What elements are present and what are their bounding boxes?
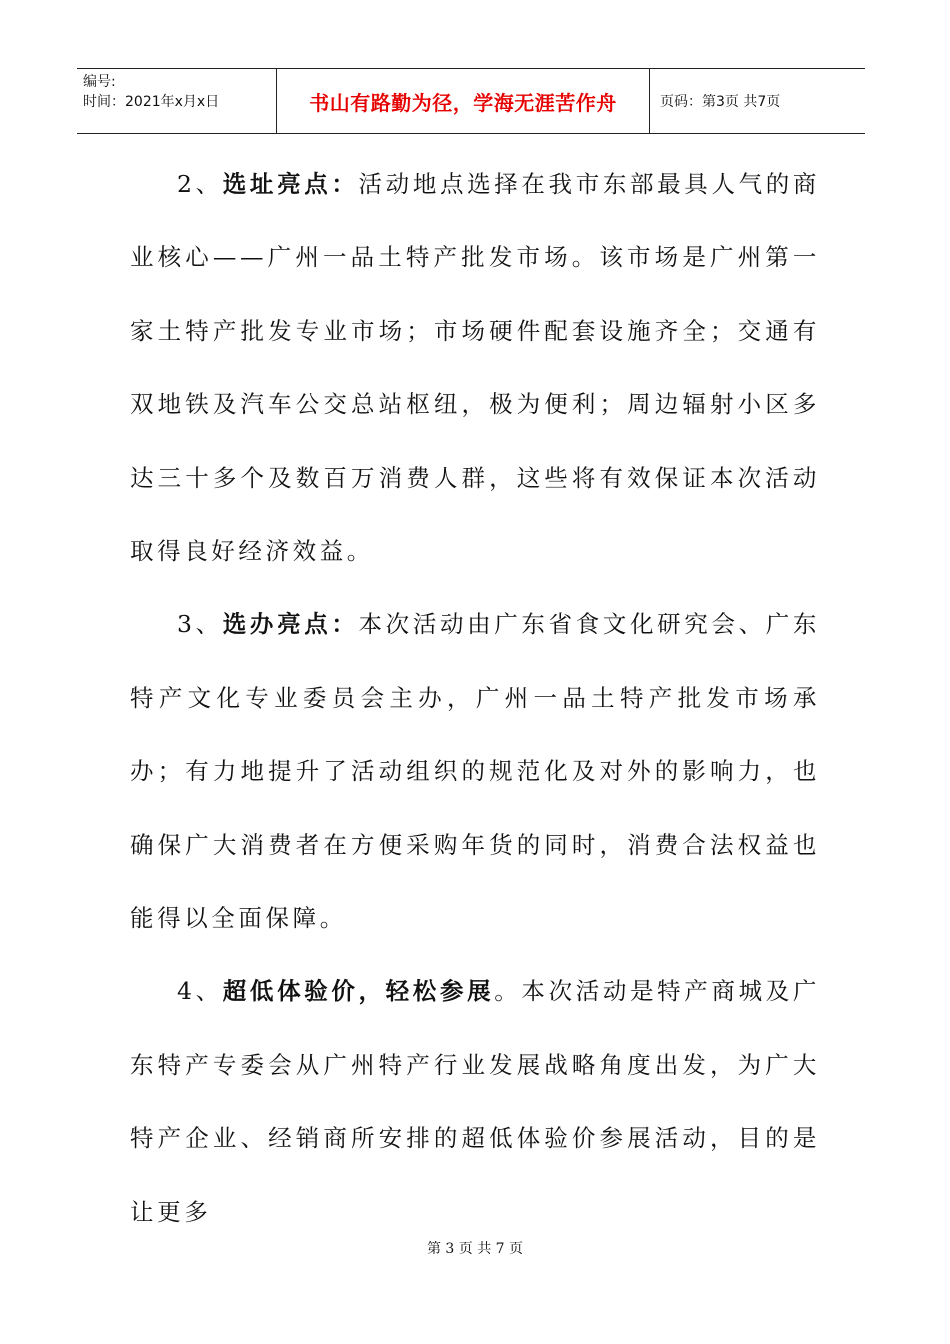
paragraph-number: 4、 <box>177 977 223 1006</box>
paragraph-text: 。本次活动是特产商城及广东特产专委会从广州特产行业发展战略角度出发，为广大特产企业、经销商所安排的超低体验价参展活动，目的是让更多 <box>130 977 821 1226</box>
paragraph-number: 2、 <box>177 170 223 198</box>
document-number-label: 编号: <box>83 74 116 90</box>
paragraph-number: 3、 <box>177 610 223 639</box>
header-motto: 书山有路勤为径，学海无涯苦作舟 <box>277 69 650 133</box>
paragraph-organizer-highlight <box>130 588 820 955</box>
paragraph-heading: 选址亮点： <box>222 170 359 198</box>
paragraph-heading: 超低体验价，轻松参展 <box>222 977 495 1006</box>
paragraph-low-price-highlight <box>130 955 820 1249</box>
page-header <box>77 68 865 134</box>
paragraph-text: 本次活动由广东省食文化研究会、广东特产文化专业委员会主办，广州一品土特产批发市场承办；有力地提升了活动组织的规范化及对外的影响力，也确保广大消费者在方便采购年货的同时，消费合法权益也能得以全面保障。 <box>130 610 821 933</box>
paragraph-text: 活动地点选择在我市东部最具人气的商业核心——广州一品土特产批发市场。该市场是广州第一家土特产批发专业市场；市场硬件配套设施齐全；交通有双地铁及汽车公交总站枢纽，极为便利；周边辐射小区多达三十多个及数百万消费人群，这些将有效保证本次活动取得良好经济效益。 <box>130 170 821 566</box>
page-footer: 第 3 页 共 7 页 <box>426 1241 524 1257</box>
document-time-label: 时间：2021年x月x日 <box>83 94 220 110</box>
header-page-label: 页码：第3页 共7页 <box>660 94 781 110</box>
document-body <box>130 148 820 1249</box>
header-meta <box>77 69 277 133</box>
paragraph-heading: 选办亮点： <box>222 610 359 639</box>
paragraph-site-highlight <box>130 148 820 588</box>
